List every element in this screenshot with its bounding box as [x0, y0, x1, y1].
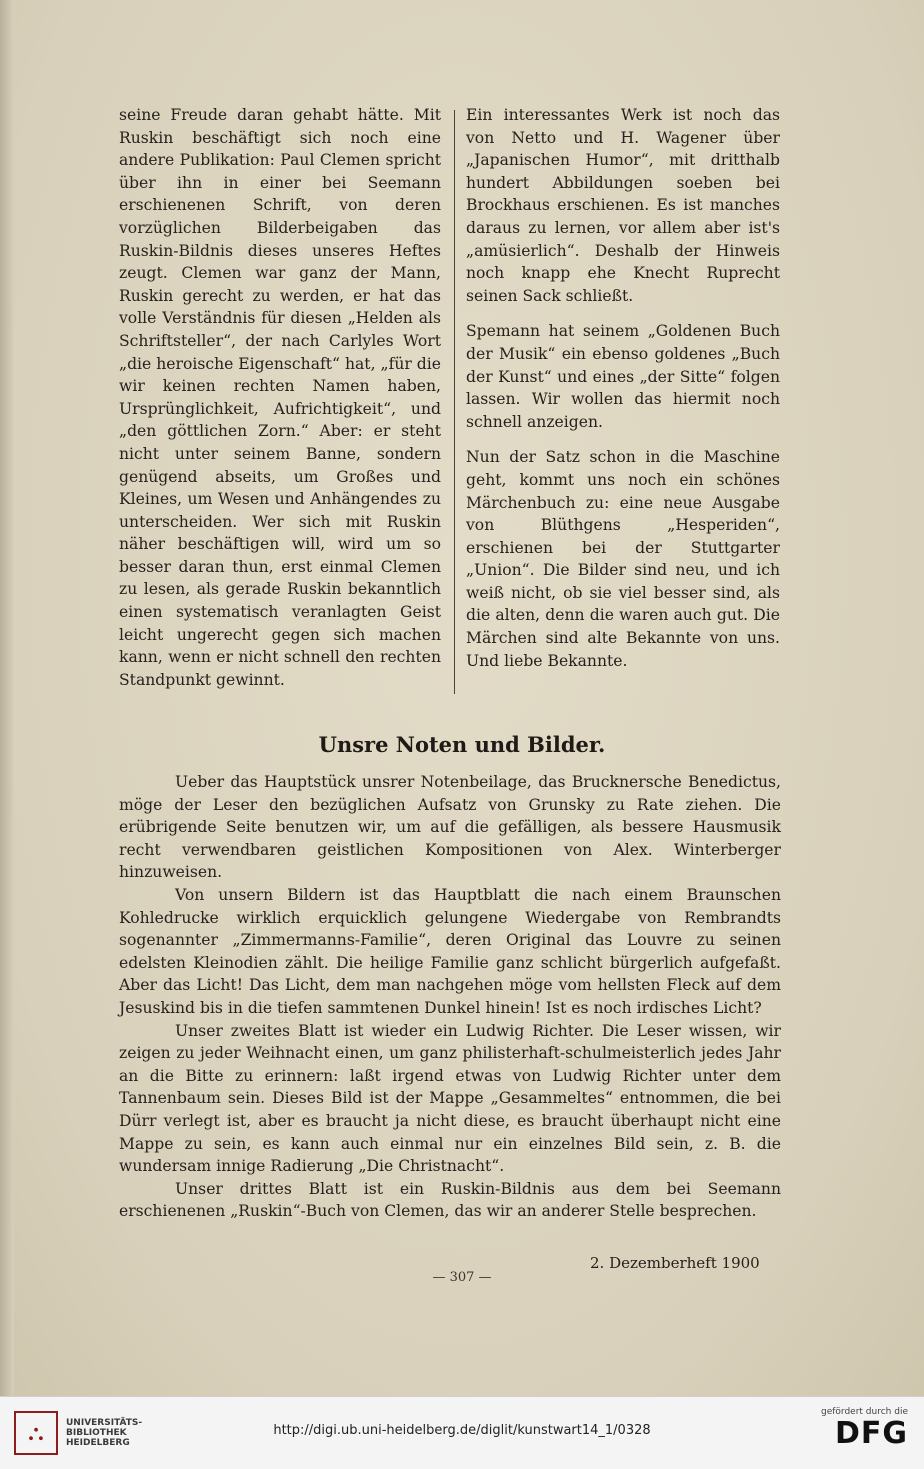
right-column	[466, 104, 780, 672]
library-name-line3: HEIDELBERG	[66, 1438, 130, 1448]
dfg-wordmark: DFG	[834, 1416, 908, 1451]
section-paragraph-4: Unser drittes Blatt ist ein Ruskin-Bildnis aus dem bei Seemann erschienenen „Ruskin“-Buch von Clemen, das wir an anderer Stelle besprechen.	[119, 1179, 781, 1221]
viewer-footer	[0, 1396, 924, 1469]
funded-by-label: gefördert durch die	[821, 1407, 908, 1417]
section-paragraph-3: Unser zweites Blatt ist wieder ein Ludwig Richter. Die Leser wissen, wir zeigen zu jeder Weihnacht einen, um ganz philisterhaft-schulmeisterlich jedes Jahr an die Bitte zu erinnern: laßt irgend etwas von Ludwig Richter unter dem Tannenbaum sein. Dieses Bild ist der Mappe „Gesammeltes“ entnommen, die bei Dürr verlegt ist, aber es braucht ja nicht diese, es braucht überhaupt nicht eine Mappe zu sein, es kann auch einmal nur ein einzelnes Bild sein, z. B. die wundersam innige Radierung „Die Christnacht“.	[119, 1021, 781, 1176]
right-paragraph-2: Spemann hat seinem „Goldenen Buch der Musik“ ein ebenso goldenes „Buch der Kunst“ und eines „der Sitte“ folgen lassen. Wir wollen das hiermit noch schnell anzeigen.	[466, 322, 780, 431]
left-column	[119, 104, 441, 691]
section-heading: Unsre Noten und Bilder.	[318, 732, 606, 757]
library-seal-icon: ⛬	[14, 1411, 58, 1455]
issue-line: 2. Dezemberheft 1900	[590, 1254, 760, 1272]
section-body	[119, 771, 781, 1223]
section-paragraph-2: Von unsern Bildern ist das Hauptblatt die nach einem Braunschen Kohledrucke wirklich erquicklich gelungene Wiedergabe von Rembrandts sogenannter „Zimmermanns-Familie“, deren Original das Louvre zu seinen edelsten Kleinodien zählt. Die heilige Familie ganz schlicht bürgerlich aufgefaßt. Aber das Licht! Das Licht, dem man nachgehen möge vom hellsten Fleck auf dem Jesuskind bis in die tiefen sammtenen Dunkel hinein! Ist es noch irdisches Licht?	[119, 885, 781, 1017]
library-name-line1: UNIVERSITÄTS-	[66, 1418, 143, 1428]
right-paragraph-3: Nun der Satz schon in die Maschine geht, kommt uns noch ein schönes Märchenbuch zu: eine neue Ausgabe von Blüthgens „Hesperiden“, erschienen bei der Stuttgarter „Union“. Die Bilder sind neu, und ich weiß nicht, ob sie viel besser sind, als die alten, denn die waren auch gut. Die Märchen sind alte Bekannte von uns. Und liebe Bekannte.	[466, 448, 780, 670]
section-paragraph-1: Ueber das Hauptstück unsrer Notenbeilage, das Brucknersche Benedictus, möge der Leser den bezüglichen Aufsatz von Grunsky zu Rate ziehen. Die erübrigende Seite benutzen wir, um auf die gefälligen, als bessere Hausmusik recht verwendbaren geistlichen Kompositionen von Alex. Winterberger hinzuweisen.	[119, 773, 781, 882]
library-name-line2: BIBLIOTHEK	[66, 1428, 127, 1438]
dfg-logo[interactable]	[821, 1407, 908, 1451]
page-edge	[0, 0, 14, 1396]
column-divider	[454, 110, 455, 694]
right-paragraph-1: Ein interessantes Werk ist noch das von Netto und H. Wagener über „Japanischen Humor“, mit dritthalb hundert Abbildungen soeben bei Brockhaus erschienen. Es ist manches daraus zu lernen, vor allem aber ist's „amüsierlich“. Deshalb der Hinweis noch knapp ehe Knecht Ruprecht seinen Sack schließt.	[466, 106, 780, 305]
page-number: — 307 —	[432, 1270, 492, 1285]
left-paragraph-1: seine Freude daran gehabt hätte. Mit Ruskin beschäftigt sich noch eine andere Publikation: Paul Clemen spricht über ihn in einer bei Seemann erschienenen Schrift, von deren vorzüglichen Bilderbeigaben das Ruskin-Bildnis dieses unseres Heftes zeugt. Clemen war ganz der Mann, Ruskin gerecht zu werden, er hat das volle Verständnis für diesen „Helden als Schriftsteller“, der nach Carlyles Wort „die heroische Eigenschaft“ hat, „für die wir keinen rechten Namen haben, Ursprünglichkeit, Aufrichtigkeit“, und „den göttlichen Zorn.“ Aber: er steht nicht unter seinem Banne, sondern genügend abseits, um Großes und Kleines, um Wesen und Anhängendes zu unterscheiden. Wer sich mit Ruskin näher beschäftigen will, wird um so besser daran thun, erst einmal Clemen zu lesen, als gerade Ruskin bekanntlich einen systematisch veranlagten Geist leicht ungerecht gegen sich machen kann, wenn er nicht schnell den rechten Standpunkt gewinnt.	[119, 106, 441, 689]
permalink[interactable]: http://digi.ub.uni-heidelberg.de/diglit/kunstwart14_1/0328	[273, 1423, 651, 1438]
